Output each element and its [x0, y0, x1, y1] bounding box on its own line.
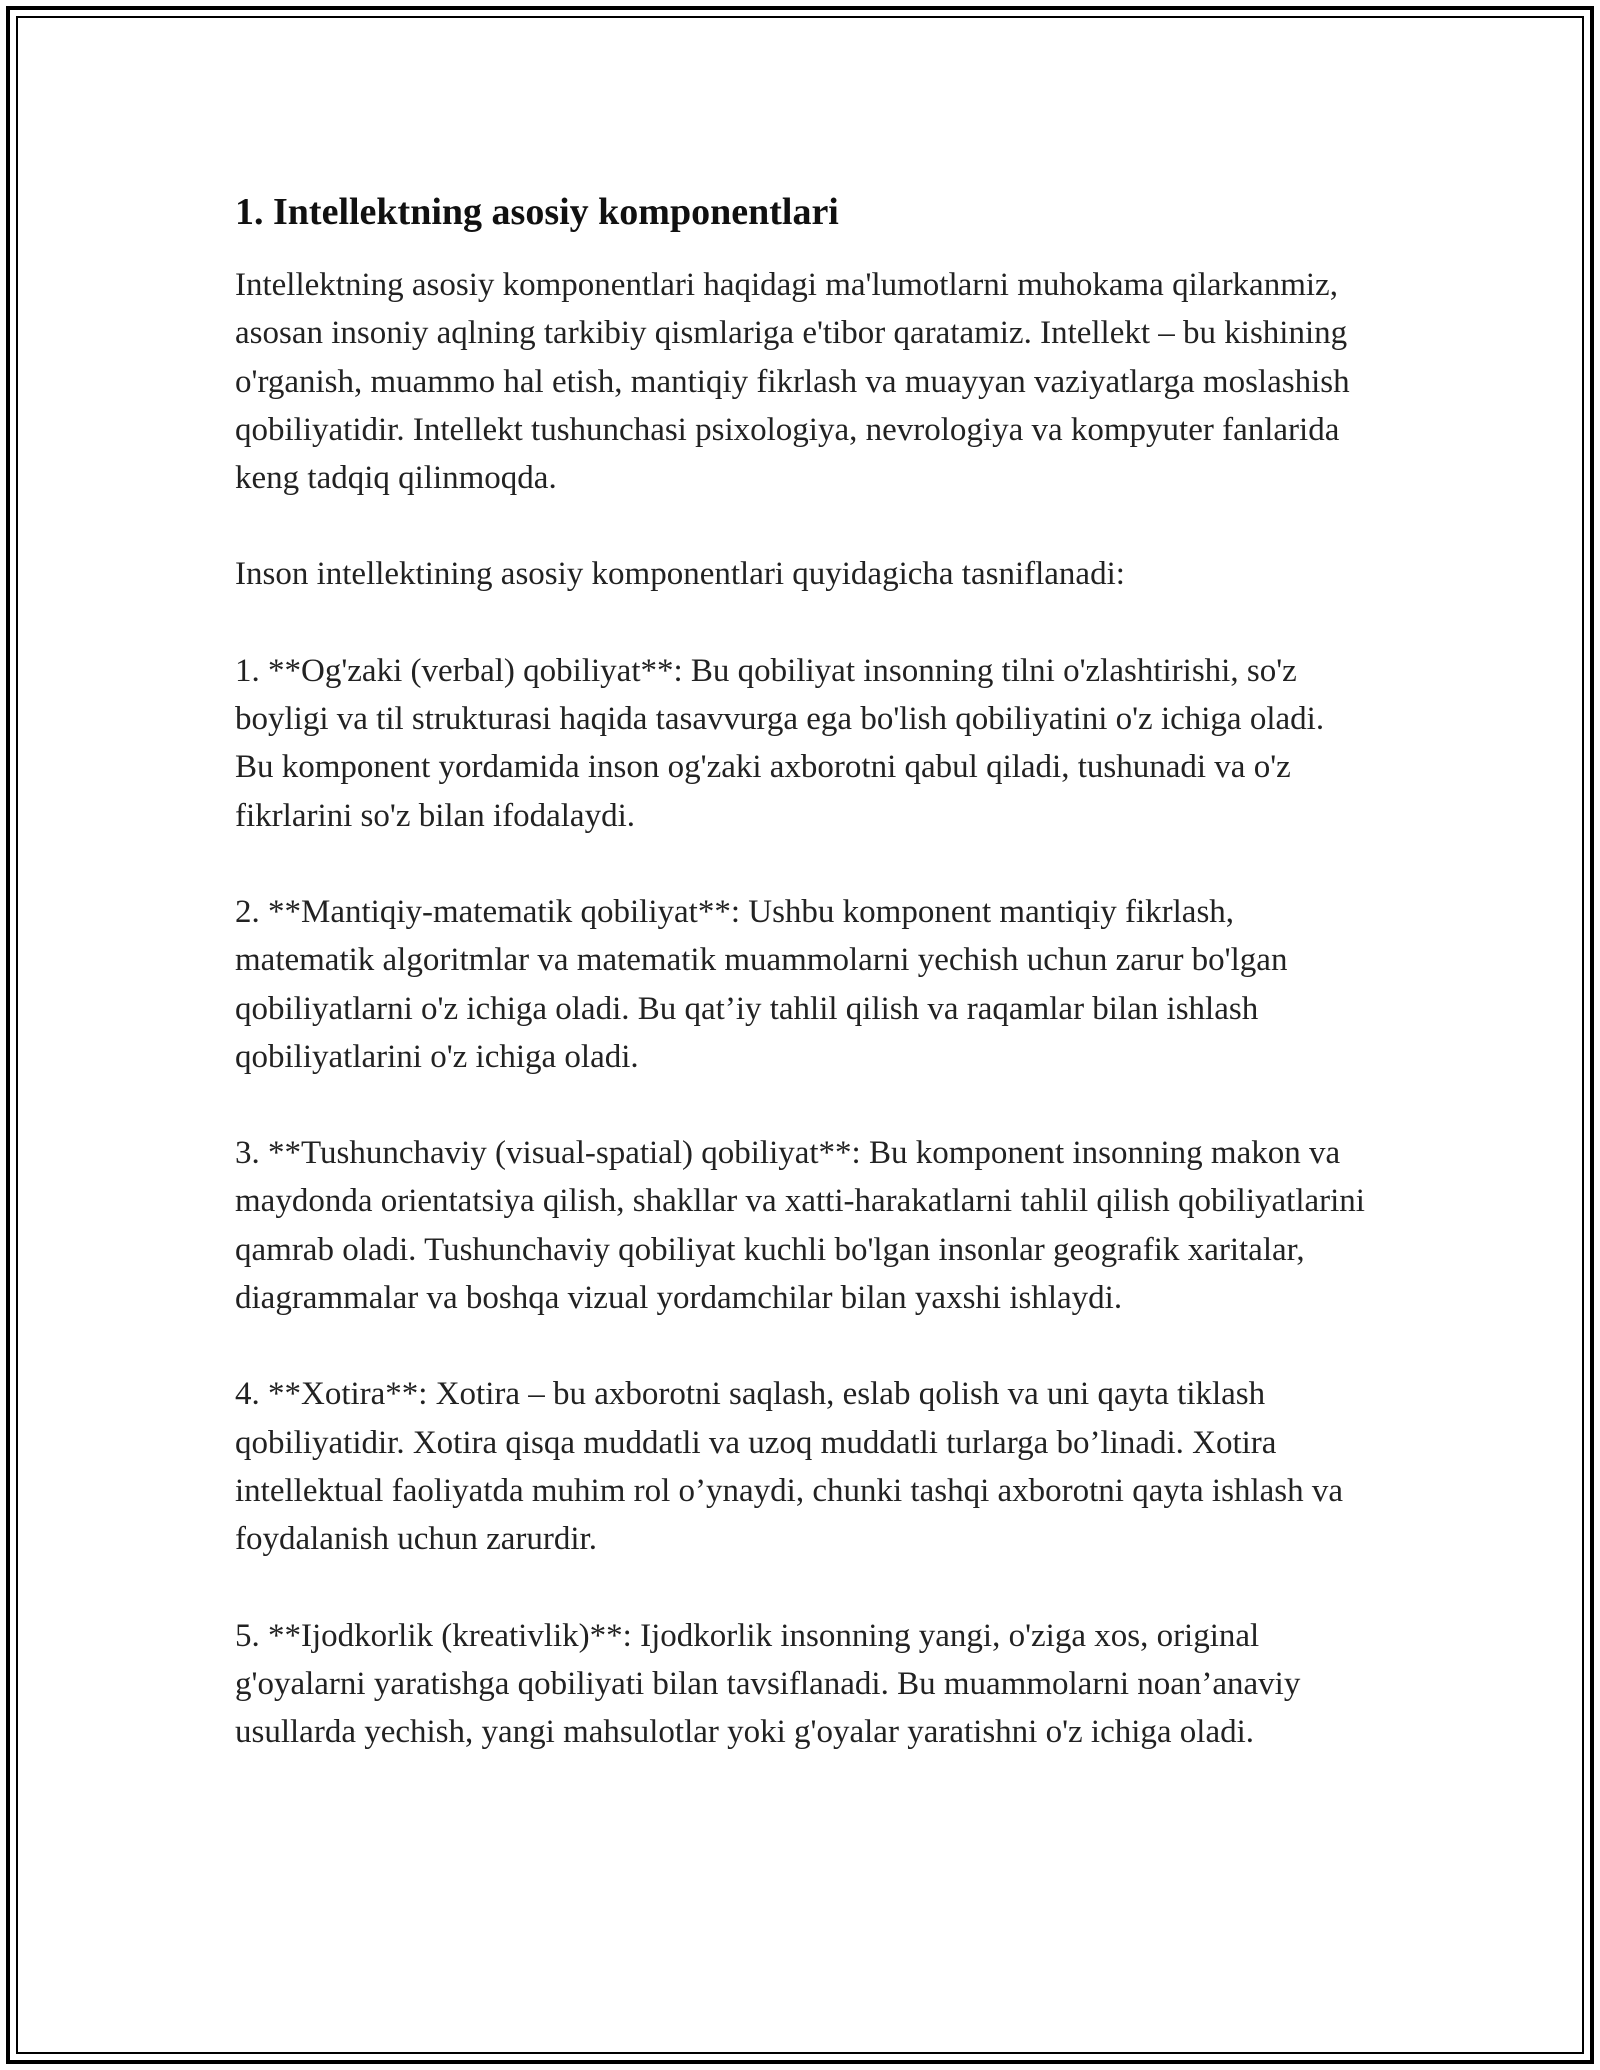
intro-paragraph: Intellektning asosiy komponentlari haqidagi ma'lumotlarni muhokama qilarkanmiz, asosan insoniy aqlning tarkibiy qismlariga e'tibor qaratamiz. Intellekt – bu kishining o'rganish, muammo hal etish, mantiqiy fikrlash va muayyan vaziyatlarga moslashish qobiliyatidir. Intellekt tushunchasi psixologiya, nevrologiya va kompyuter fanlarida keng tadqiq qilinmoqda. — [235, 267, 1350, 497]
document-body — [235, 186, 1365, 1756]
list-item-creativity: 5. **Ijodkorlik (kreativlik)**: Ijodkorlik insonning yangi, o'ziga xos, original g'oyalarni yaratishga qobiliyati bilan tavsiflanadi. Bu muammolarni noan’anaviy usullarda yechish, yangi mahsulotlar yoki g'oyalar yaratishni o'z ichiga oladi. — [235, 1617, 1301, 1751]
classification-intro: Inson intellektining asosiy komponentlari quyidagicha tasniflanadi: — [235, 556, 1125, 593]
list-item-memory: 4. **Xotira**: Xotira – bu axborotni saqlash, eslab qolish va uni qayta tiklash qobiliyatidir. Xotira qisqa muddatli va uzoq muddatli turlarga bo’linadi. Xotira intellektual faoliyatda muhim rol o’ynaydi, chunki tashqi axborotni qayta ishlash va foydalanish uchun zarurdir. — [235, 1376, 1343, 1558]
section-heading: 1. Intellektning asosiy komponentlari — [235, 191, 839, 233]
list-item-visual-spatial: 3. **Tushunchaviy (visual-spatial) qobiliyat**: Bu komponent insonning makon va maydonda orientatsiya qilish, shakllar va xatti-harakatlarni tahlil qilish qobiliyatlarini qamrab oladi. Tushunchaviy qobiliyat kuchli bo'lgan insonlar geografik xaritalar, diagrammalar va boshqa vizual yordamchilar bilan yaxshi ishlaydi. — [235, 1135, 1365, 1317]
list-item-verbal: 1. **Og'zaki (verbal) qobiliyat**: Bu qobiliyat insonning tilni o'zlashtirishi, so'z boyligi va til strukturasi haqida tasavvurga ega bo'lish qobiliyatini o'z ichiga oladi. Bu komponent yordamida inson og'zaki axborotni qabul qiladi, tushunadi va o'z fikrlarini so'z bilan ifodalaydi. — [235, 652, 1325, 834]
list-item-logical-mathematical: 2. **Mantiqiy-matematik qobiliyat**: Ushbu komponent mantiqiy fikrlash, matematik algoritmlar va matematik muammolarni yechish uchun zarur bo'lgan qobiliyatlarni o'z ichiga oladi. Bu qat’iy tahlil qilish va raqamlar bilan ishlash qobiliyatlarini o'z ichiga oladi. — [235, 893, 1288, 1075]
